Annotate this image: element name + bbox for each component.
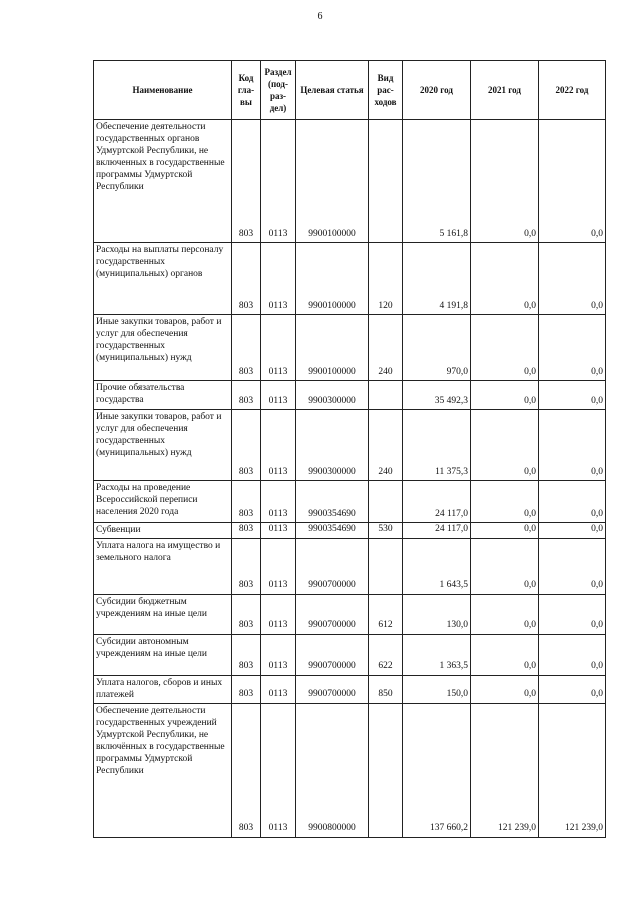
row-amount-2020: 11 375,3	[403, 410, 471, 481]
row-chapter-code: 803	[232, 675, 261, 703]
row-target-article: 9900354690	[296, 481, 369, 523]
row-expense-type	[369, 538, 403, 594]
row-target-article: 9900100000	[296, 120, 369, 243]
table-row	[94, 594, 606, 634]
row-expense-type	[369, 481, 403, 523]
row-amount-2022: 0,0	[539, 481, 606, 523]
row-section: 0113	[261, 523, 296, 539]
row-amount-2020: 970,0	[403, 315, 471, 381]
table-row	[94, 481, 606, 523]
table-row	[94, 381, 606, 410]
row-amount-2021: 0,0	[471, 481, 539, 523]
table-row	[94, 675, 606, 703]
row-amount-2021: 0,0	[471, 120, 539, 243]
row-name: Расходы на выплаты персоналу государственных (муниципальных) органов	[94, 243, 232, 315]
row-section: 0113	[261, 481, 296, 523]
table-row	[94, 703, 606, 837]
row-name: Иные закупки товаров, работ и услуг для обеспечения государственных (муниципальных) нужд	[94, 410, 232, 481]
row-target-article: 9900100000	[296, 243, 369, 315]
row-section: 0113	[261, 410, 296, 481]
table-row	[94, 523, 606, 539]
row-amount-2022: 121 239,0	[539, 703, 606, 837]
row-target-article: 9900700000	[296, 538, 369, 594]
row-target-article: 9900100000	[296, 315, 369, 381]
row-amount-2022: 0,0	[539, 523, 606, 539]
row-target-article: 9900354690	[296, 523, 369, 539]
row-section: 0113	[261, 381, 296, 410]
row-amount-2021: 121 239,0	[471, 703, 539, 837]
row-chapter-code: 803	[232, 538, 261, 594]
row-amount-2021: 0,0	[471, 381, 539, 410]
row-expense-type: 530	[369, 523, 403, 539]
row-amount-2020: 4 191,8	[403, 243, 471, 315]
row-target-article: 9900700000	[296, 675, 369, 703]
row-chapter-code: 803	[232, 410, 261, 481]
table-row	[94, 634, 606, 675]
row-amount-2021: 0,0	[471, 538, 539, 594]
row-expense-type: 612	[369, 594, 403, 634]
row-amount-2020: 130,0	[403, 594, 471, 634]
row-amount-2022: 0,0	[539, 675, 606, 703]
row-name: Уплата налога на имущество и земельного налога	[94, 538, 232, 594]
row-target-article: 9900800000	[296, 703, 369, 837]
row-section: 0113	[261, 243, 296, 315]
row-target-article: 9900700000	[296, 634, 369, 675]
row-amount-2021: 0,0	[471, 315, 539, 381]
row-expense-type	[369, 703, 403, 837]
row-expense-type: 240	[369, 315, 403, 381]
row-amount-2021: 0,0	[471, 594, 539, 634]
row-target-article: 9900300000	[296, 410, 369, 481]
table-row	[94, 538, 606, 594]
header-vid: Вид рас- ходов	[369, 61, 403, 120]
row-name: Обеспечение деятельности государственных учреждений Удмуртской Республики, не включённых в государственные программы Удмуртской Республики	[94, 703, 232, 837]
row-section: 0113	[261, 538, 296, 594]
row-name: Субвенции	[94, 523, 232, 539]
row-amount-2022: 0,0	[539, 381, 606, 410]
row-amount-2022: 0,0	[539, 594, 606, 634]
row-amount-2022: 0,0	[539, 538, 606, 594]
row-chapter-code: 803	[232, 523, 261, 539]
row-amount-2020: 1 643,5	[403, 538, 471, 594]
row-amount-2021: 0,0	[471, 410, 539, 481]
row-expense-type: 120	[369, 243, 403, 315]
row-chapter-code: 803	[232, 315, 261, 381]
row-expense-type: 850	[369, 675, 403, 703]
table-row	[94, 315, 606, 381]
row-chapter-code: 803	[232, 634, 261, 675]
row-chapter-code: 803	[232, 381, 261, 410]
row-amount-2020: 24 117,0	[403, 523, 471, 539]
row-name: Уплата налогов, сборов и иных платежей	[94, 675, 232, 703]
row-name: Обеспечение деятельности государственных органов Удмуртской Республики, не включенных в государственные программы Удмуртской Республики	[94, 120, 232, 243]
table-row	[94, 243, 606, 315]
header-2022: 2022 год	[539, 61, 606, 120]
row-amount-2022: 0,0	[539, 315, 606, 381]
header-2020: 2020 год	[403, 61, 471, 120]
row-section: 0113	[261, 634, 296, 675]
row-chapter-code: 803	[232, 703, 261, 837]
row-expense-type	[369, 381, 403, 410]
row-section: 0113	[261, 120, 296, 243]
row-chapter-code: 803	[232, 594, 261, 634]
header-target: Целевая статья	[296, 61, 369, 120]
row-amount-2020: 5 161,8	[403, 120, 471, 243]
row-expense-type: 622	[369, 634, 403, 675]
row-amount-2021: 0,0	[471, 675, 539, 703]
row-section: 0113	[261, 675, 296, 703]
row-amount-2020: 35 492,3	[403, 381, 471, 410]
row-name: Прочие обязательства государства	[94, 381, 232, 410]
row-target-article: 9900300000	[296, 381, 369, 410]
row-target-article: 9900700000	[296, 594, 369, 634]
row-amount-2020: 1 363,5	[403, 634, 471, 675]
row-expense-type	[369, 120, 403, 243]
header-row	[94, 61, 606, 120]
row-name: Субсидии бюджетным учреждениям на иные цели	[94, 594, 232, 634]
row-section: 0113	[261, 594, 296, 634]
row-amount-2020: 24 117,0	[403, 481, 471, 523]
row-name: Иные закупки товаров, работ и услуг для обеспечения государственных (муниципальных) нужд	[94, 315, 232, 381]
row-amount-2022: 0,0	[539, 634, 606, 675]
row-section: 0113	[261, 315, 296, 381]
budget-table	[93, 60, 606, 838]
row-section: 0113	[261, 703, 296, 837]
header-name: Наименование	[94, 61, 232, 120]
row-amount-2022: 0,0	[539, 410, 606, 481]
header-2021: 2021 год	[471, 61, 539, 120]
table-row	[94, 120, 606, 243]
header-code: Код гла- вы	[232, 61, 261, 120]
row-name: Расходы на проведение Всероссийской переписи населения 2020 года	[94, 481, 232, 523]
row-amount-2022: 0,0	[539, 120, 606, 243]
row-amount-2021: 0,0	[471, 243, 539, 315]
row-amount-2020: 150,0	[403, 675, 471, 703]
row-chapter-code: 803	[232, 120, 261, 243]
row-amount-2021: 0,0	[471, 523, 539, 539]
row-amount-2022: 0,0	[539, 243, 606, 315]
row-name: Субсидии автономным учреждениям на иные цели	[94, 634, 232, 675]
row-chapter-code: 803	[232, 243, 261, 315]
table-row	[94, 410, 606, 481]
header-section: Раздел (под- раз- дел)	[261, 61, 296, 120]
row-amount-2021: 0,0	[471, 634, 539, 675]
row-amount-2020: 137 660,2	[403, 703, 471, 837]
row-expense-type: 240	[369, 410, 403, 481]
page-number: 6	[317, 11, 323, 22]
row-chapter-code: 803	[232, 481, 261, 523]
